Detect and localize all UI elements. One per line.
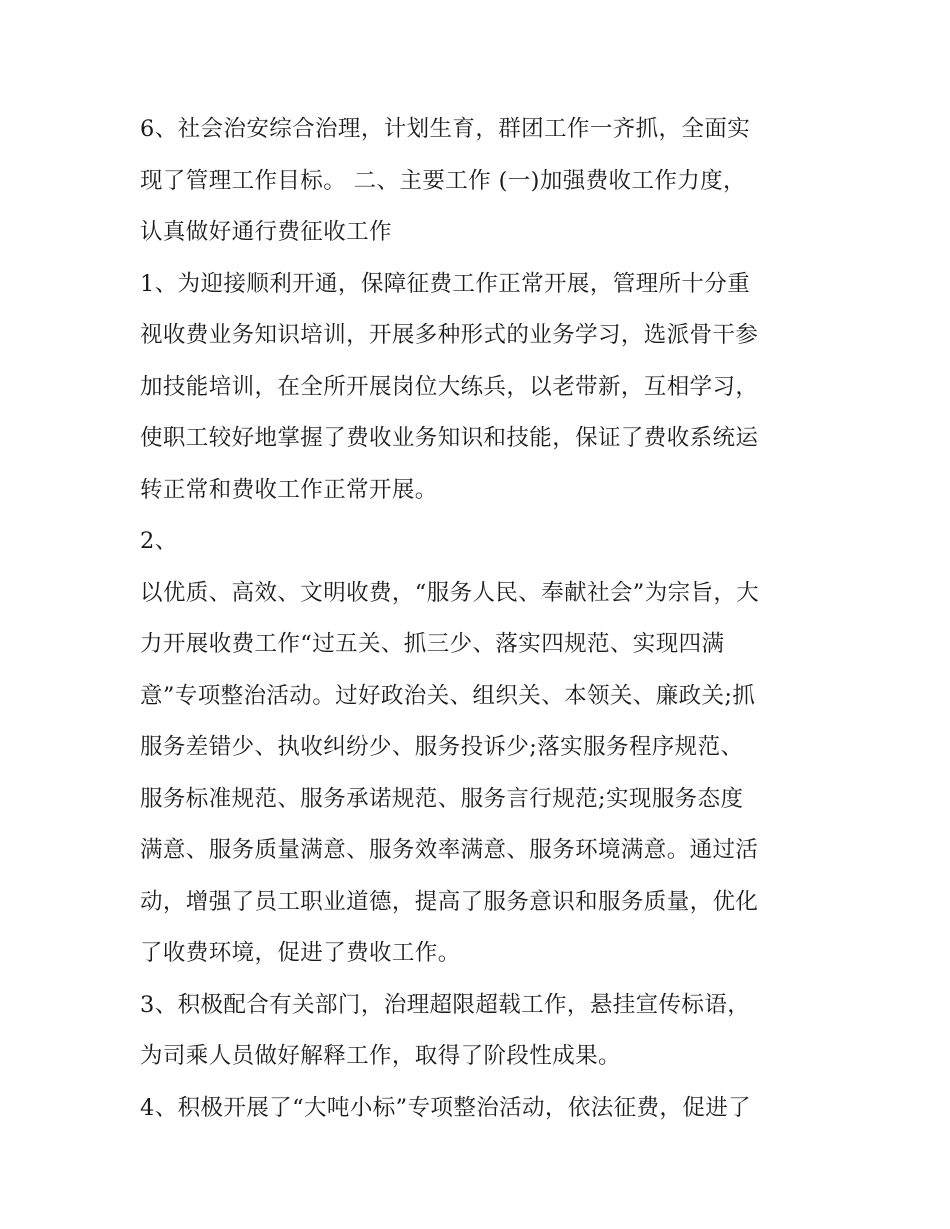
- text-line: 服务标准规范、服务承诺规范、服务言行规范;实现服务态度: [140, 785, 744, 812]
- text-line: 了收费环境，促进了费收工作。: [140, 940, 461, 966]
- text-line: 意”专项整治活动。过好政治关、组织关、本领关、廉政关;抓: [140, 682, 756, 709]
- text-line: 3、积极配合有关部门，治理超限超载工作，悬挂宣传标语，: [140, 991, 751, 1018]
- text-line: 现了管理工作目标。 二、主要工作 (一)加强费收工作力度，: [140, 167, 746, 194]
- text-line: 为司乘人员做好解释工作，取得了阶段性成果。: [140, 1043, 621, 1069]
- text-line: 转正常和费收工作正常开展。: [140, 476, 438, 503]
- text-line: 视收费业务知识培训，开展多种形式的业务学习，选派骨干参: [140, 322, 759, 348]
- text-line: 动，增强了员工职业道德，提高了服务意识和服务质量，优化: [140, 888, 759, 915]
- document-body: [140, 104, 820, 1134]
- text-line: 加技能培训，在全所开展岗位大练兵，以老带新，互相学习，: [140, 373, 759, 400]
- text-line: 满意、服务质量满意、服务效率满意、服务环境满意。通过活: [140, 837, 759, 863]
- text-line: 6、社会治安综合治理，计划生育，群团工作一齐抓，全面实: [140, 116, 751, 142]
- text-line: 认真做好通行费征收工作: [140, 219, 392, 245]
- text-line: 服务差错少、执收纠纷少、服务投诉少;落实服务程序规范、: [140, 734, 744, 760]
- text-line: 力开展收费工作“过五关、抓三少、落实四规范、实现四满: [140, 631, 725, 657]
- text-line: 2、: [140, 528, 178, 554]
- text-line: 1、为迎接顺利开通，保障征费工作正常开展，管理所十分重: [140, 270, 751, 297]
- text-line: 以优质、高效、文明收费，“服务人民、奉献社会”为宗旨，大: [140, 579, 760, 606]
- text-line: 4、积极开展了“大吨小标”专项整治活动，依法征费，促进了: [140, 1094, 752, 1121]
- text-line: 使职工较好地掌握了费收业务知识和技能，保证了费收系统运: [140, 425, 759, 451]
